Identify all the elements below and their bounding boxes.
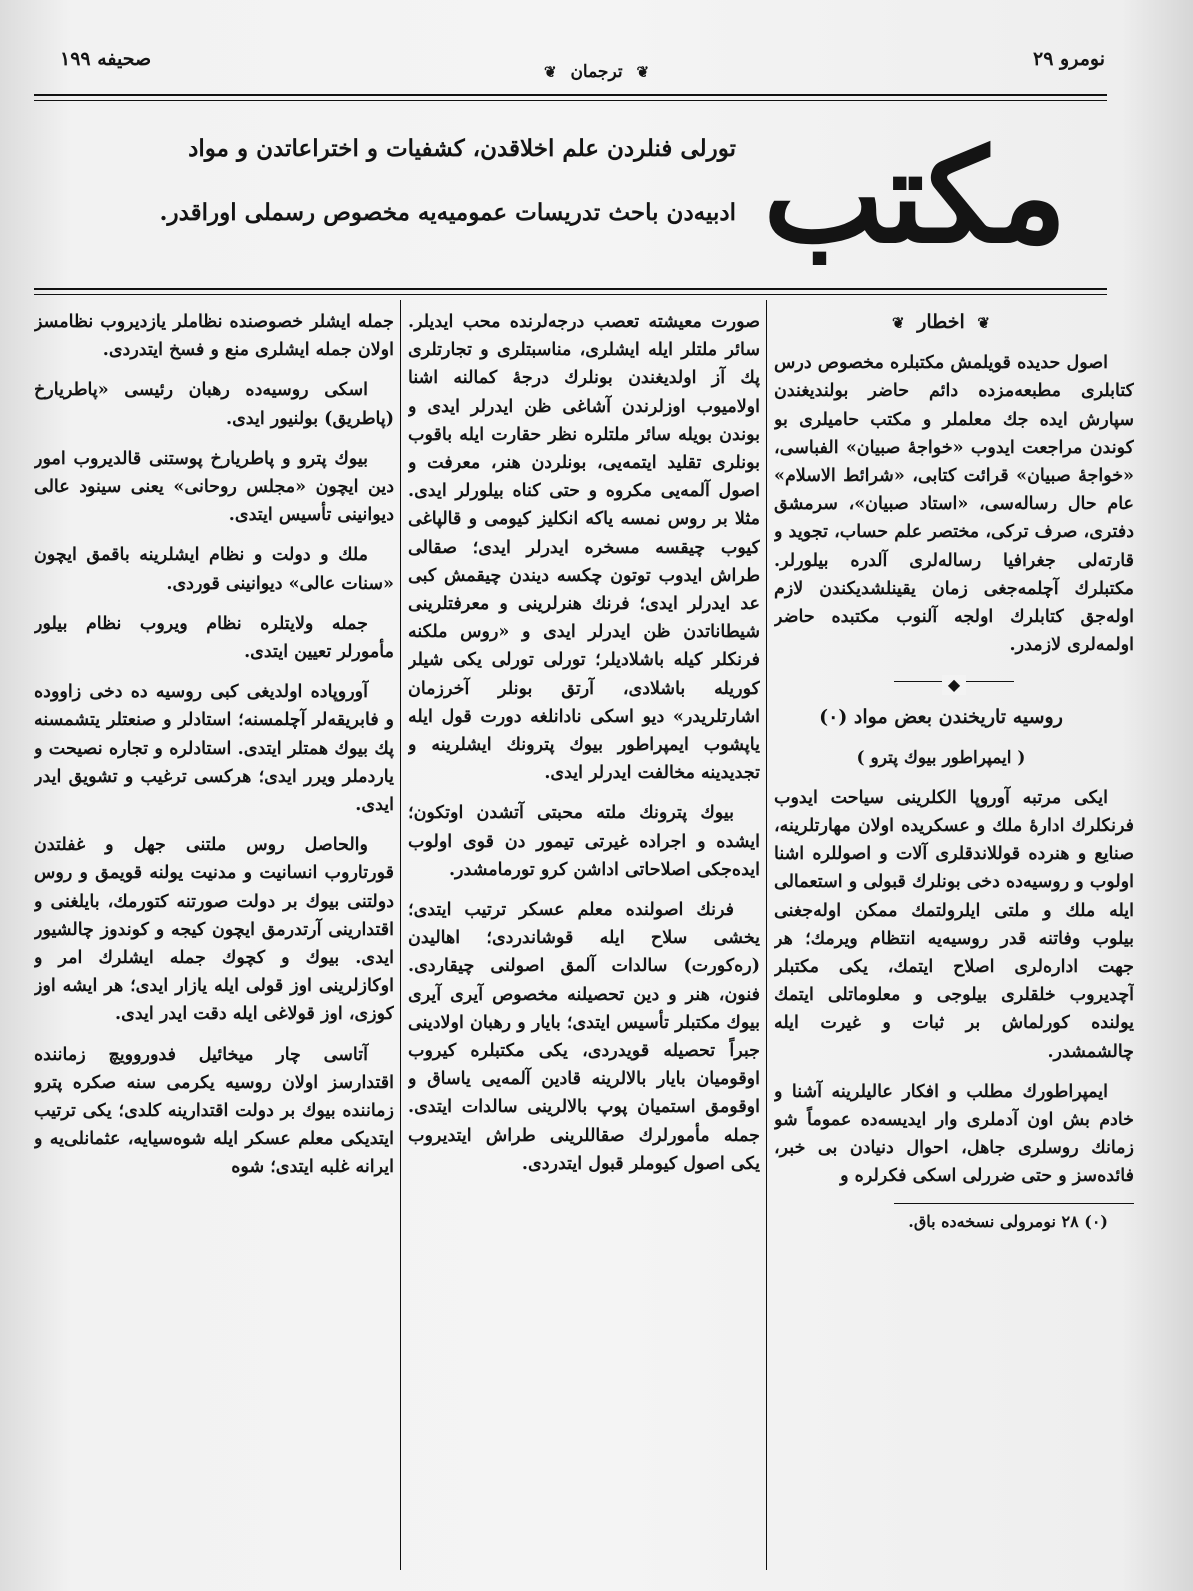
diamond-icon: ◆: [942, 675, 966, 695]
notice-paragraph: اصول حدیده قویلمش مکتبلره مخصوص درس کتابلری مطبعه‌مزده دائم حاضر بولندیغندن سپارش ایده جك معلملر و مکتب حامیلری بو کوندن مراجعت ایدوب «خواجهٔ صبیان» الفباسی، «خواجهٔ صبیان» قرائت کتابی، «شرائط الاسلام» عام حال رساله‌سی، «استاد صبیان»، سر‌مشق دفتری، صرف ترکی، مختصر علم حساب، تجوید و قارته‌لی جغرافیا رساله‌لری آلدره بیلورلر. مکتبلرك آچلمه‌جغی زمان یقینلشدیکندن لازم اوله‌جق کتابلرك اولجه آلنوب مکتبده حاضر اولمه‌لری لازمدر.: [774, 353, 1134, 656]
masthead-rule: [34, 288, 1107, 290]
footnote-rule: [894, 1203, 1134, 1204]
masthead-rule-thin: [34, 294, 1107, 295]
article-paragraph: جمله ایشلر خصوصنده نظاملر یازدیروب نظامسز اولان جمله ایشلری منع و فسخ ایتدردی.: [34, 312, 394, 361]
page-number: صحیفه ۱۹۹: [60, 48, 152, 70]
masthead-subtitle-line2: ادبیه‌دن باحث تدریسات عمومیه‌یه مخصوص رسملی اوراقدر.: [159, 199, 736, 226]
column-divider: [400, 300, 401, 1570]
masthead-subtitle-line1: تورلی فنلردن علم اخلاقدن، کشفیات و اختراعاتدن و مواد: [188, 135, 736, 162]
article-paragraph: بیوك پترو و پاطریارخ پوستنی قالدیروب امور دین ایچون «مجلس روحانی» یعنی سینود عالی دیوانینی تأسیس ایتدی.: [34, 448, 394, 526]
article-paragraph: ایکی مرتبه آوروپا الکلرینی سیاحت ایدوب فرنکلرك ادارهٔ ملك و عسکریده اولان مهارتلرینه، صنایع و هنرده قوللاندقلری آلات و اصوللره اشنا اولوب و روسیه‌ده دخی بونلرك قبولی و استعمالی ایله ملك و ملتی ایلرولتمك ممکن اوله‌جغنی بیلوب وفاتنه قدر روسیه‌یه انتظام ویرمك؛ هر جهت اداره‌لری اصلاح ایتمك، یکی مکتبلر آچدیروب خلقلری بیلوجی و معلوماتلی ایتمك یولنده کورلماش بر ثبات و غیرت ایله چالشمشدر.: [774, 787, 1134, 1062]
column-right: [774, 308, 1134, 1578]
masthead-title: مکتب: [763, 122, 1067, 272]
article-paragraph: بیوك پترونك ملته محبتی آتشدن اوتکون؛ ایشده و اجراده غیرتی تیمور دن قوی اولوب ایده‌جکی اصلاحاتی اداشن کرو تورمامشدر.: [408, 803, 760, 880]
column-left: [34, 308, 394, 1578]
section-divider: [774, 671, 1134, 695]
issue-number: نومرو ۲۹: [1033, 48, 1105, 70]
ornament-icon: ❦: [636, 63, 650, 81]
masthead: [725, 112, 1105, 282]
article-paragraph: اسکی روسیه‌ده رهبان رئیسی «پاطریارخ (پاطریق) بولنیور ایدی.: [34, 380, 394, 429]
article-title: روسیه تاریخندن بعض مواد (٠): [819, 706, 1063, 729]
notice-heading: [774, 308, 1134, 337]
article-paragraph: ایمپراطورك مطلب و افکار عالیلرینه آشنا و خادم بش اون آدملری وار ایدیسه‌ده عموماً شو زمانك روسلری جاهل، احوال دنیادن بی خبر، فائده‌سز و حتی ضررلی اسکی فکرلره و: [774, 1081, 1134, 1187]
newspaper-name: ترجمان: [570, 62, 623, 82]
column-divider: [766, 300, 767, 1570]
article-paragraph: والحاصل روس ملتنی جهل و غفلتدن قورتاروب انسانیت و مدنیت یولنه قویمق و روس دولتنی بیوك بر دولت صورتنه کتورمك، بایلغنی و اقتدارینی آرتدرمق ایچون کیجه و کوندوز چالشیور ایدی. بیوك و کچوك جمله ایشلرك امر و اوکازلرینی اوز قولی ایله یازار ایدی؛ هر ایشه اوز کوزی، اوز قولاغی ایله دقت ایدر ایدی.: [34, 835, 394, 1025]
ornament-icon: ❦: [543, 63, 557, 81]
article-paragraph: آتاسی چار میخائیل فدوروویچ زماننده اقتدارسز اولان روسیه یکرمی سنه صکره پترو زماننده بیوك بر دولت اقتدارینه کلدی؛ یکی ترتیب ایتدیکی معلم عسکر ایله شوه‌سیایه، عثمانلی‌یه و ایرانه غلبه ایتدی؛ شوه: [34, 1044, 394, 1178]
article-paragraph: آوروپاده اولدیغی کبی روسیه ده دخی زاووده و فابریقه‌لر آچلمسنه؛ استادلر و صنعتلر یتشمسنه پك بیوك همتلر ایتدی. استادلره و تجاره نصیحت و یاردملر ویرر ایدی؛ هرکسی ترغیب و تشویق ایدر ایدی.: [34, 682, 394, 816]
newspaper-name-line: [0, 62, 1193, 82]
article-paragraph: ملك و دولت و نظام ایشلرینه باقمق ایچون «سنات عالی» دیوانینی قوردی.: [34, 545, 394, 594]
article-paragraph: صورت معیشته تعصب درجه‌لرنده محب ایدیلر. سائر ملتلر ایله ایشلری، مناسبتلری و تجارتلری پك آز اولدیغندن بونلرك درجهٔ کمالنه اشنا اولامیوب اوزلرندن آشاغی ظن ایدرلر ایدی و بوندن بویله سائر ملتلره نظر حقارت ایله باقوب بونلری تقلید ایتمه‌یی، بونلردن هنر، معرفت و اصول آلمه‌یی مکروه و حتی کناه بیلورلر ایدی. مثلا بر روس نمسه یاکه انکلیز کیومی و قالپاغی کیوب چیقسه مسخره ایدرلر ایدی؛ صقالی طراش ایدوب توتون چکسه دیندن چیقمش کبی عد ایدرلر ایدی؛ فرنك هنرلرینی و معرفتلرینی شیطاناتدن ظن ایدرلر ایدی و «روس ملکنه فرنکلر کیله باشلادیلر؛ تورلی تورلی یکی شیلر کوریله باشلادی، آرتق بونلر آخرزمان اشارتلریدر» دیو اسکی نادانلغه دورت قول ایله یاپشوب ایمپراطور بیوك پترونك ایشلرینه و تجدیدینه مخالفت ایدرلر ایدی.: [408, 312, 760, 784]
footnote: (٠) ۲۸ نومرولی نسخه‌ده باق.: [908, 1211, 1108, 1231]
article-paragraph: جمله ولایتلره نظام ویروب نظام بیلور مأمورلر تعیین ایتدی.: [34, 613, 394, 663]
article-paragraph: فرنك اصولنده معلم عسکر ترتیب ایتدی؛ یخشی سلاح ایله قوشاندردی؛ اهالیدن (ره‌کورت) سالدات آلمق اصولنی چیقاردی. فنون، هنر و دین تحصیلنه مخصوص آیری آیری بیوك مکتبلر تأسیس ایتدی؛ بایار و رهبان اولادینی جبراً تحصیله قویدردی، یکی مکتبلره کیروب اوقومیان بایار بالالرینه قادین آلمه‌یی یاساق و اوقومق استمیان پوپ بالالرینی سالدات ایتدی. جمله مأمورلرك صقاللرینی طراش ایتدیروب یکی اصول کیوملر قبول ایتدردی.: [408, 900, 760, 1174]
ornament-icon: ❦: [977, 314, 990, 332]
top-rule-thin: [34, 100, 1107, 101]
ornament-icon: ❦: [892, 314, 905, 332]
top-rule: [34, 94, 1107, 96]
notice-heading-text: اخطار: [917, 311, 965, 333]
article-subtitle: ( ایمپراطور بیوك پترو ): [856, 747, 1026, 768]
column-middle: [408, 308, 760, 1578]
